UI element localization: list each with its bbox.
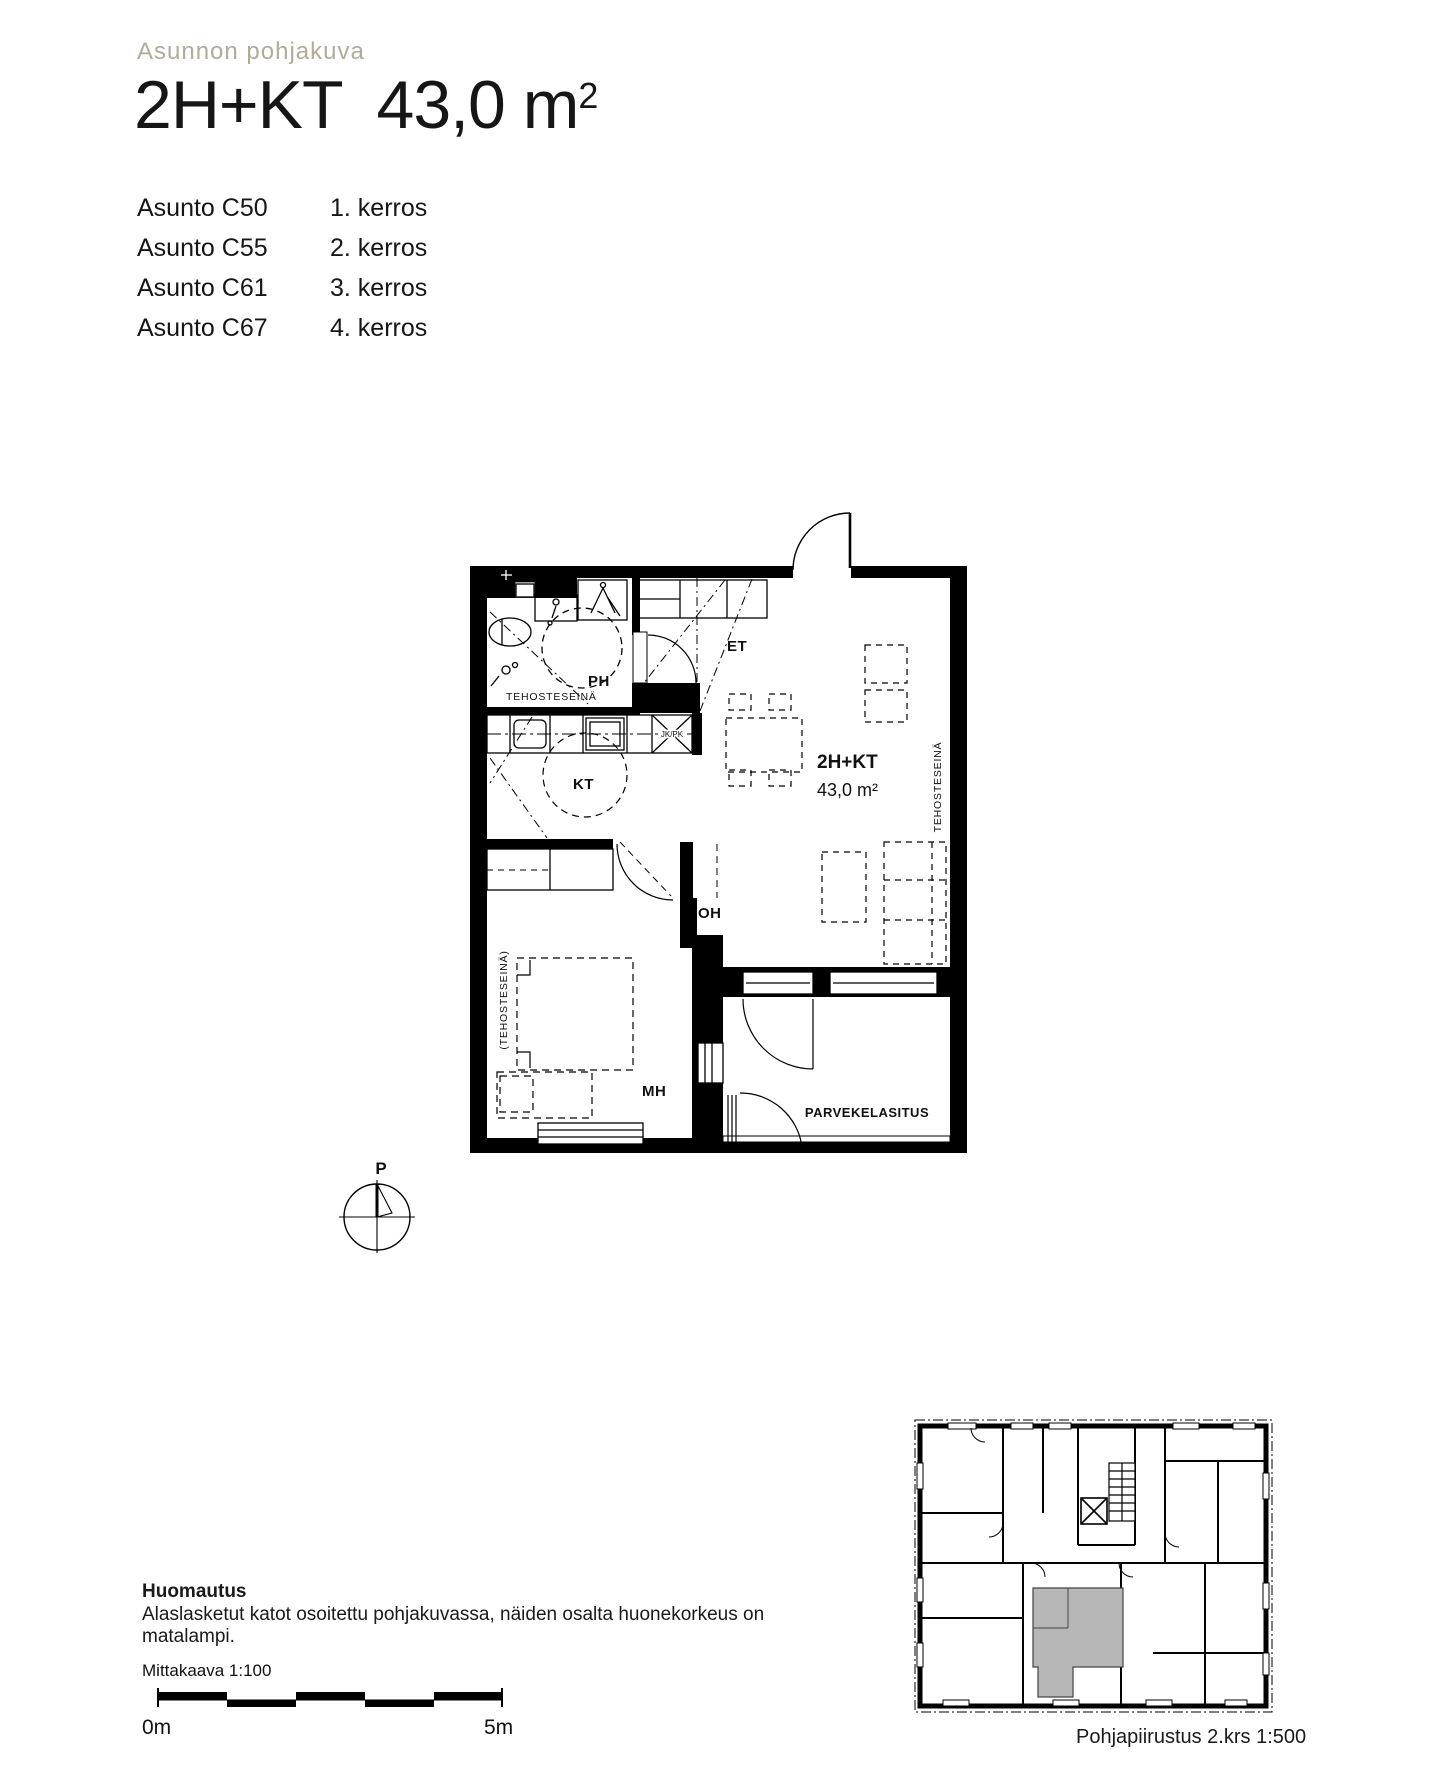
apartment-row [137,308,427,348]
entry-closet [638,580,767,618]
toilet-icon [489,618,531,646]
apartment-floor: 3. kerros [330,274,428,302]
closet-dashed [497,1072,592,1118]
entrance-door [793,513,850,570]
title-sup: 2 [578,75,598,117]
bed [517,958,633,1070]
apartment-row [137,228,427,268]
plan-size-label: 2H+KT [817,752,878,773]
coffee-table [822,852,866,922]
room-label-kt: KT [573,776,594,793]
title-area: 43,0 m [376,67,579,143]
bedroom-wardrobe [487,849,613,890]
balcony-glazing-bottom [723,1136,950,1142]
wall-label-right: TEHOSTESEINÄ [932,741,944,833]
scale-bar [140,1660,530,1745]
elevator-icon [1081,1498,1107,1524]
scale-label: Mittakaava 1:100 [142,1661,272,1680]
site-plan-drawing [903,1403,1283,1723]
scale-bar-segments [158,1688,502,1707]
side-window [698,1043,723,1083]
floor-drain-icon [491,663,518,687]
compass [325,1150,435,1265]
page-eyebrow: Asunnon pohjakuva [137,38,365,65]
room-label-oh: OH [698,905,722,922]
floor-plan-drawing [440,480,980,1170]
stairs-icon [1109,1463,1135,1521]
wall-label-ph: TEHOSTESEINÄ [506,691,597,703]
bedroom-window [538,1123,643,1144]
bedroom-door [617,842,717,900]
note-heading: Huomautus [142,1581,247,1602]
page-title [134,66,597,144]
sink-icon [535,595,577,625]
apartment-unit: Asunto C55 [137,234,268,262]
compass-rose-icon [339,1180,415,1253]
apartment-unit: Asunto C50 [137,194,268,222]
plan-area-label: 43,0 m² [817,780,879,800]
room-label-ph: PH [588,673,610,690]
armchair [865,645,907,722]
wall-label-mh: (TEHOSTESEINÄ) [498,950,510,1050]
apartment-floor: 4. kerros [330,314,428,342]
room-label-et: ET [727,638,748,655]
apartment-floor: 2. kerros [330,234,428,262]
scale-start-label: 0m [142,1716,172,1739]
sofa [822,842,946,964]
apartment-floor: 1. kerros [330,194,428,222]
note-body: Alaslasketut katot osoitettu pohjakuvassa, näiden osalta huonekorkeus on matalampi. [142,1604,765,1647]
compass-north-label: P [375,1159,387,1178]
balcony-label: PARVEKELASITUS [804,1105,930,1120]
dining-set [726,694,802,786]
apartment-row [137,188,427,228]
apartment-unit: Asunto C67 [137,314,268,342]
scale-end-label: 5m [484,1716,514,1739]
apartment-row [137,268,427,308]
apartment-unit: Asunto C61 [137,274,268,302]
room-label-mh: MH [642,1083,667,1100]
apartment-list [137,188,427,348]
appliance-label: JK/PK [660,730,684,739]
title-type: 2H+KT [134,67,343,143]
balcony-doors [728,999,813,1147]
site-plan-caption: Pohjapiirustus 2.krs 1:500 [1076,1726,1307,1748]
